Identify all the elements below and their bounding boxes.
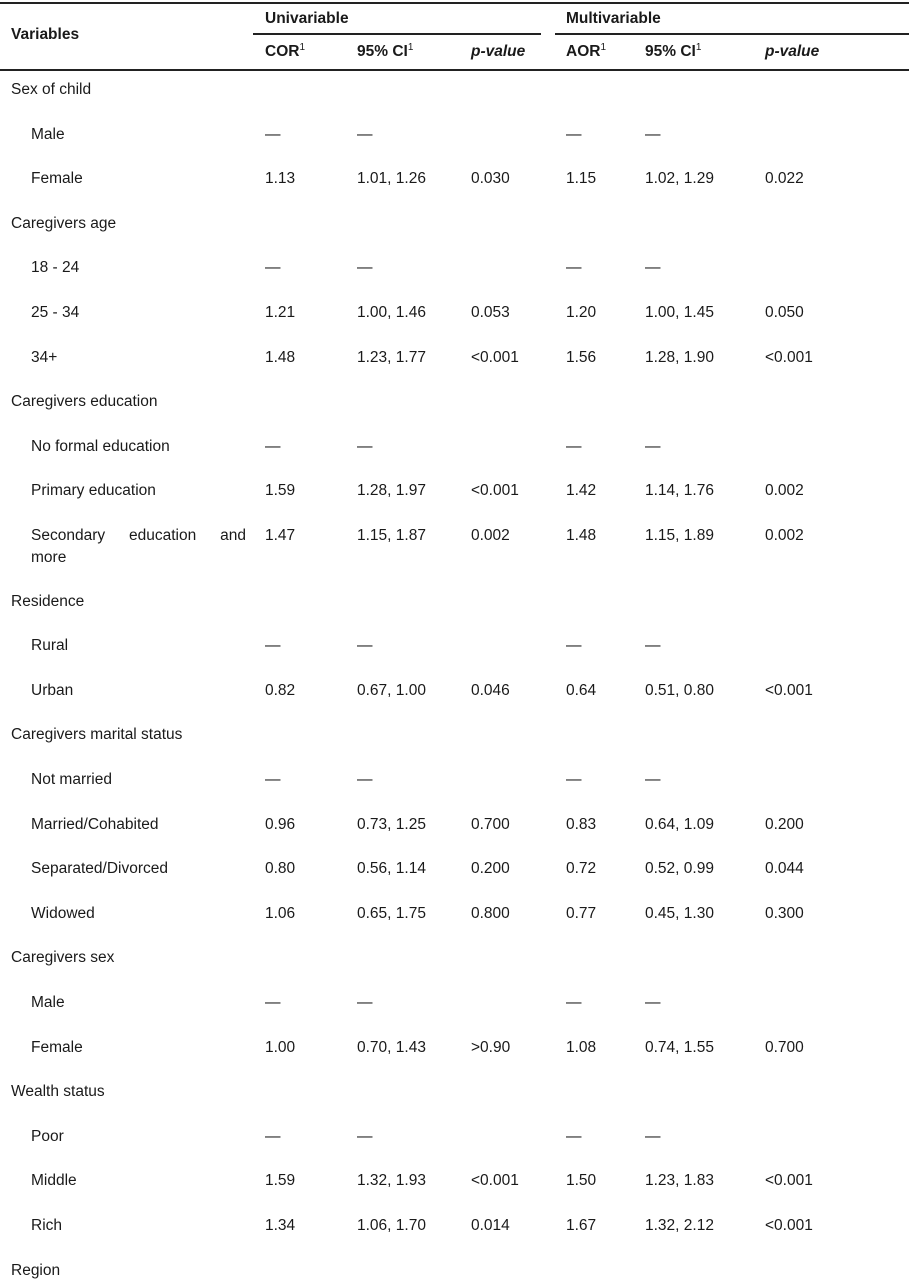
group-label: Caregivers education <box>11 393 158 411</box>
cell-aor: — <box>566 994 582 1011</box>
cell-pvalue-univariable: <0.001 <box>471 482 519 500</box>
row-label: No formal education <box>31 437 170 455</box>
cell-pvalue-multivariable: 0.022 <box>765 170 804 188</box>
group-header-rule-univariable <box>253 33 541 35</box>
row-label: Male <box>31 994 65 1011</box>
cell-cor: 1.34 <box>265 1217 296 1234</box>
group-label: Caregivers age <box>11 214 117 232</box>
header-ci-multivariable: 95% $CI^1$ <box>645 41 702 60</box>
cell-pvalue-univariable: 0.002 <box>471 527 510 544</box>
cell-cor: 0.80 <box>265 860 296 878</box>
cell-ci-univariable: — <box>357 259 373 277</box>
cell-cor: — <box>265 259 281 277</box>
cell-pvalue-univariable: <0.001 <box>471 348 519 366</box>
cell-pvalue-univariable: 0.200 <box>471 860 510 878</box>
group-label: Caregivers marital status <box>11 726 183 744</box>
top-rule <box>0 2 909 4</box>
cell-cor: 1.59 <box>265 482 296 500</box>
row-label: Poor <box>31 1127 64 1145</box>
row-label: Married/Cohabited <box>31 815 159 833</box>
cell-ci-univariable: 1.15, 1.87 <box>357 527 426 544</box>
cell-cor: — <box>265 771 281 788</box>
cell-ci-multivariable: — <box>645 1127 661 1145</box>
header-ci-univariable: 95% $CI^1$ <box>357 41 414 60</box>
cell-pvalue-multivariable: 0.300 <box>765 904 804 922</box>
header-bottom-rule <box>0 69 909 71</box>
cell-aor: 1.56 <box>566 348 597 366</box>
cell-ci-univariable: — <box>357 771 373 788</box>
cell-ci-multivariable: — <box>645 125 661 143</box>
cell-pvalue-multivariable: 0.050 <box>765 304 804 321</box>
header-pvalue-univariable: p-value <box>471 43 526 60</box>
cell-ci-multivariable: — <box>645 637 661 655</box>
cell-ci-multivariable: 0.64, 1.09 <box>645 815 714 833</box>
group-label: Sex of child <box>11 81 92 98</box>
cell-ci-multivariable: 1.23, 1.83 <box>645 1172 714 1190</box>
row-label: Middle <box>31 1172 77 1190</box>
cell-pvalue-univariable: 0.053 <box>471 304 510 321</box>
cell-aor: 1.42 <box>566 482 597 500</box>
cell-pvalue-univariable: <0.001 <box>471 1172 519 1190</box>
header-univariable: Univariable <box>265 10 349 27</box>
row-label: Female <box>31 170 83 188</box>
cell-pvalue-multivariable: <0.001 <box>765 348 813 366</box>
cell-ci-multivariable: 0.51, 0.80 <box>645 681 714 699</box>
cell-aor: 0.77 <box>566 904 597 922</box>
cell-ci-multivariable: 0.45, 1.30 <box>645 904 714 922</box>
cell-ci-multivariable: — <box>645 437 661 455</box>
cell-pvalue-multivariable: <0.001 <box>765 1172 813 1190</box>
row-label: Rural <box>31 637 69 655</box>
row-label: Not married <box>31 771 112 788</box>
cell-pvalue-univariable: 0.700 <box>471 815 510 833</box>
cell-cor: — <box>265 437 281 455</box>
group-label: Wealth status <box>11 1083 105 1101</box>
cell-cor: — <box>265 125 281 143</box>
cell-pvalue-multivariable: 0.700 <box>765 1038 804 1056</box>
group-label: Region <box>11 1261 61 1279</box>
cell-ci-multivariable: 0.74, 1.55 <box>645 1038 714 1056</box>
cell-cor: 1.59 <box>265 1172 296 1190</box>
cell-ci-multivariable: 1.15, 1.89 <box>645 527 714 544</box>
row-label: Male <box>31 125 65 143</box>
cell-aor: 1.08 <box>566 1038 597 1056</box>
cell-ci-multivariable: — <box>645 771 661 788</box>
cell-ci-multivariable: 1.00, 1.45 <box>645 304 714 321</box>
cell-aor: — <box>566 259 582 277</box>
row-label: Secondary education and more <box>31 527 246 566</box>
row-label: Widowed <box>31 904 95 922</box>
cell-cor: 1.13 <box>265 170 296 188</box>
cell-ci-univariable: 0.73, 1.25 <box>357 815 426 833</box>
cell-aor: 1.67 <box>566 1217 597 1234</box>
cell-pvalue-multivariable: <0.001 <box>765 1217 813 1234</box>
cell-aor: — <box>566 437 582 455</box>
cell-aor: 1.50 <box>566 1172 597 1190</box>
cell-ci-univariable: — <box>357 125 373 143</box>
header-cor: COR$^1$ <box>265 41 306 60</box>
cell-ci-multivariable: 1.02, 1.29 <box>645 170 714 188</box>
cell-aor: 1.20 <box>566 304 597 321</box>
cell-cor: 1.06 <box>265 904 296 922</box>
group-label: Caregivers sex <box>11 949 115 967</box>
cell-pvalue-univariable: 0.014 <box>471 1217 510 1234</box>
header-variables: Variables <box>11 26 80 43</box>
cell-pvalue-multivariable: 0.002 <box>765 482 804 500</box>
cell-cor: 0.82 <box>265 681 296 699</box>
cell-aor: — <box>566 1127 582 1145</box>
header-multivariable: Multivariable <box>566 10 661 27</box>
row-label: Urban <box>31 681 74 699</box>
header-aor: AOR$^1$ <box>566 41 607 60</box>
cell-ci-univariable: 1.01, 1.26 <box>357 170 426 188</box>
row-label: Primary education <box>31 482 156 500</box>
cell-ci-univariable: — <box>357 994 373 1011</box>
cell-cor: — <box>265 637 281 655</box>
cell-ci-univariable: — <box>357 437 373 455</box>
header-pvalue-multivariable: p-value <box>765 43 820 60</box>
cell-ci-univariable: 0.65, 1.75 <box>357 904 426 922</box>
cell-ci-univariable: — <box>357 1127 373 1145</box>
cell-ci-multivariable: — <box>645 259 661 277</box>
cell-aor: — <box>566 771 582 788</box>
cell-ci-univariable: 1.28, 1.97 <box>357 482 426 500</box>
cell-ci-multivariable: — <box>645 994 661 1011</box>
cell-aor: 0.83 <box>566 815 597 833</box>
row-label: Separated/Divorced <box>31 860 168 878</box>
cell-ci-univariable: 1.06, 1.70 <box>357 1217 426 1234</box>
group-header-rule-multivariable <box>555 33 909 35</box>
cell-cor: 1.47 <box>265 527 296 544</box>
cell-pvalue-univariable: 0.030 <box>471 170 510 188</box>
cell-cor: 0.96 <box>265 815 296 833</box>
cell-aor: 1.48 <box>566 527 597 544</box>
cell-pvalue-multivariable: 0.002 <box>765 527 804 544</box>
cell-ci-univariable: 1.32, 1.93 <box>357 1172 426 1190</box>
cell-aor: 0.64 <box>566 681 597 699</box>
cell-ci-multivariable: 0.52, 0.99 <box>645 860 714 878</box>
cell-ci-univariable: 1.23, 1.77 <box>357 348 426 366</box>
cell-pvalue-multivariable: <0.001 <box>765 681 813 699</box>
cell-aor: — <box>566 637 582 655</box>
row-label: 25 - 34 <box>31 304 80 321</box>
cell-pvalue-univariable: 0.800 <box>471 904 510 922</box>
row-label: 18 - 24 <box>31 259 80 277</box>
cell-pvalue-univariable: 0.046 <box>471 681 510 699</box>
cell-cor: 1.48 <box>265 348 296 366</box>
cell-ci-univariable: 0.67, 1.00 <box>357 681 426 699</box>
cell-aor: 1.15 <box>566 170 597 188</box>
cell-pvalue-univariable: >0.90 <box>471 1038 511 1056</box>
cell-aor: — <box>566 125 582 143</box>
cell-cor: 1.21 <box>265 304 296 321</box>
row-label: Female <box>31 1038 83 1056</box>
cell-cor: — <box>265 994 281 1011</box>
group-label: Residence <box>11 592 85 610</box>
cell-cor: 1.00 <box>265 1038 296 1056</box>
cell-ci-univariable: 1.00, 1.46 <box>357 304 426 321</box>
row-label: 34+ <box>31 348 58 366</box>
cell-ci-multivariable: 1.14, 1.76 <box>645 482 714 500</box>
cell-ci-univariable: — <box>357 637 373 655</box>
cell-ci-multivariable: 1.32, 2.12 <box>645 1217 714 1234</box>
cell-aor: 0.72 <box>566 860 597 878</box>
cell-ci-multivariable: 1.28, 1.90 <box>645 348 714 366</box>
cell-pvalue-multivariable: 0.200 <box>765 815 804 833</box>
cell-ci-univariable: 0.56, 1.14 <box>357 860 426 878</box>
cell-ci-univariable: 0.70, 1.43 <box>357 1038 426 1056</box>
cell-pvalue-multivariable: 0.044 <box>765 860 804 878</box>
cell-cor: — <box>265 1127 281 1145</box>
row-label: Rich <box>31 1217 63 1234</box>
